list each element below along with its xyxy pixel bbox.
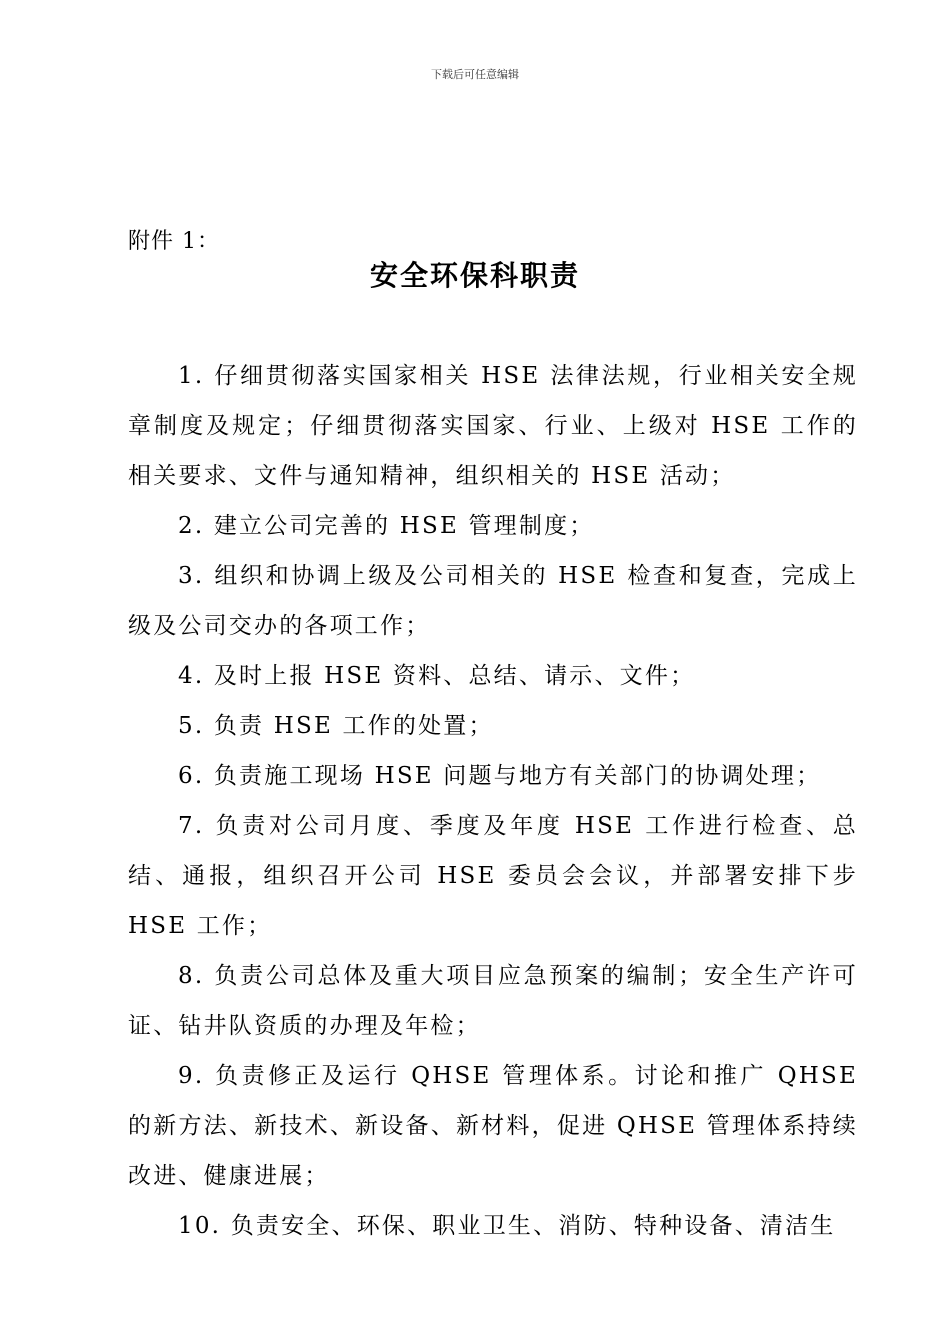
duty-list xyxy=(128,351,858,1251)
duty-item: 9. 负责修正及运行 QHSE 管理体系。讨论和推广 QHSE 的新方法、新技术、新设备、新材料，促进 QHSE 管理体系持续改进、健康进展； xyxy=(128,1063,858,1189)
duty-item: 5. 负责 HSE 工作的处置； xyxy=(178,713,494,739)
duty-item: 7. 负责对公司月度、季度及年度 HSE 工作进行检查、总结、通报，组织召开公司 HSE 委员会会议，并部署安排下步 HSE 工作； xyxy=(128,813,858,939)
duty-item: 8. 负责公司总体及重大项目应急预案的编制；安全生产许可证、钻井队资质的办理及年检； xyxy=(128,963,858,1039)
duty-item: 6. 负责施工现场 HSE 问题与地方有关部门的协调处理； xyxy=(178,763,822,789)
duty-item: 10. 负责安全、环保、职业卫生、消防、特种设备、清洁生 xyxy=(178,1213,836,1239)
duty-item: 3. 组织和协调上级及公司相关的 HSE 检查和复查，完成上级及公司交办的各项工作； xyxy=(128,563,858,639)
duty-item: 1. 仔细贯彻落实国家相关 HSE 法律法规，行业相关安全规章制度及规定；仔细贯彻落实国家、行业、上级对 HSE 工作的相关要求、文件与通知精神，组织相关的 HSE 活动； xyxy=(128,363,858,489)
duty-item: 2. 建立公司完善的 HSE 管理制度； xyxy=(178,513,595,539)
duty-item: 4. 及时上报 HSE 资料、总结、请示、文件； xyxy=(178,663,696,689)
page-title: 安全环保科职责 xyxy=(369,259,580,292)
header-note: 下载后可任意编辑 xyxy=(431,68,519,81)
annex-label: 附件 1： xyxy=(128,229,220,254)
